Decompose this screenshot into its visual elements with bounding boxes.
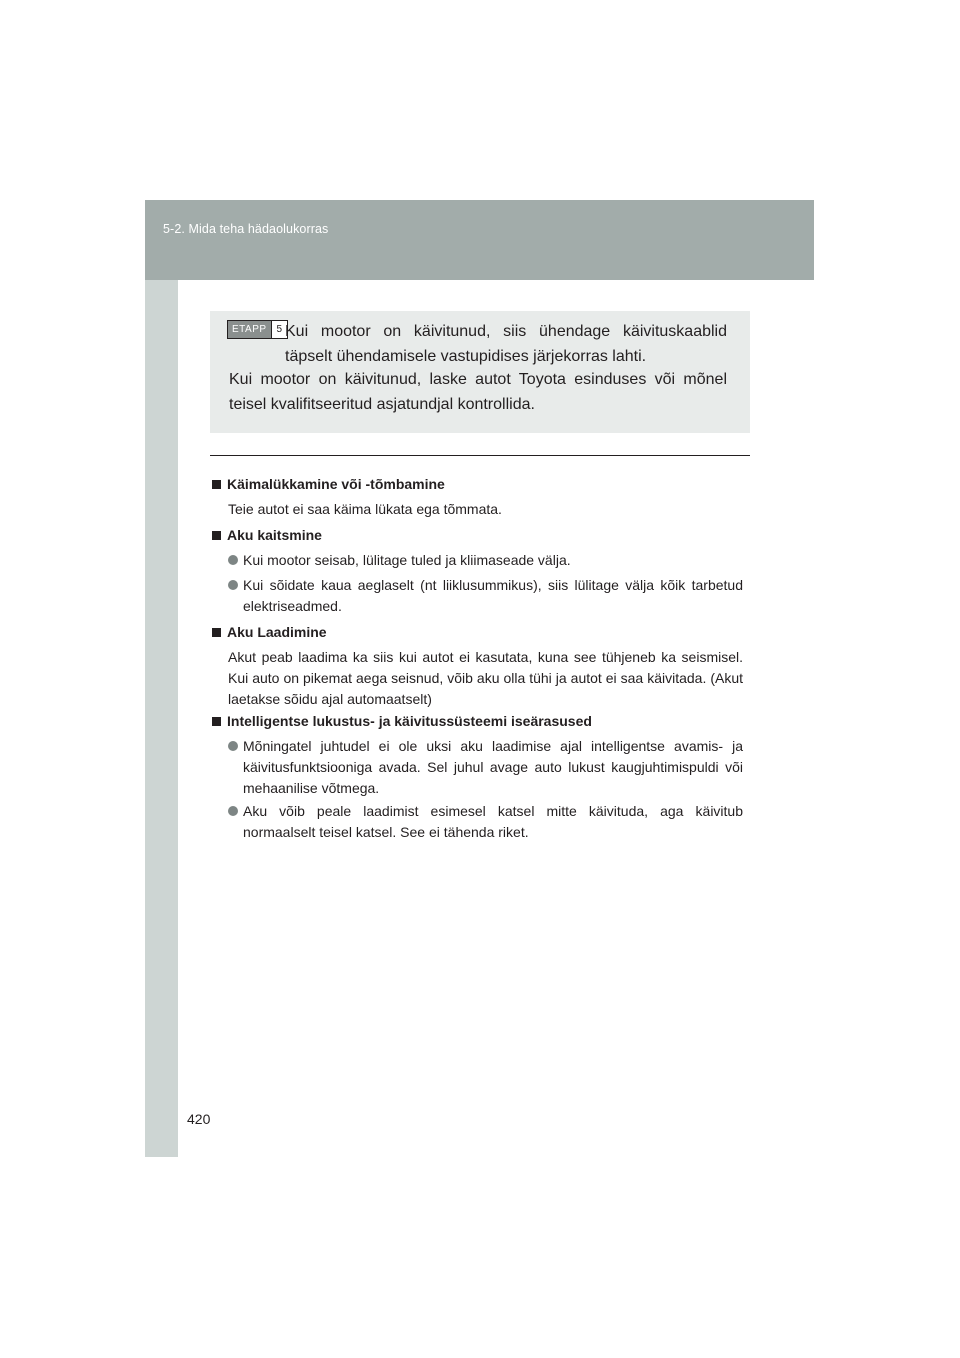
text-push-tow: Teie autot ei saa käima lükata ega tõmmata. xyxy=(228,501,502,517)
list-item: Aku võib peale laadimist esimesel katsel mitte käivituda, aga käivitub normaalselt teisel katsel. See ei tähenda riket. xyxy=(228,801,743,843)
divider xyxy=(210,455,750,456)
text-battery-charging: Akut peab laadima ka siis kui autot ei kasutata, kuna see tühjeneb ka seismisel. Kui auto on pikemat aega seisnud, võib aku olla tühi ja autot ei saa käivitada. (Akut laetakse sõidu ajal automaatselt) xyxy=(228,649,743,707)
section-title: 5-2. Mida teha hädaolukorras xyxy=(163,222,329,236)
round-bullet-icon xyxy=(228,555,238,565)
margin-strip xyxy=(145,200,178,1157)
round-bullet-icon xyxy=(228,580,238,590)
list-item: Kui sõidate kaua aeglaselt (nt liiklusummikus), siis lülitage välja kõik tarbetud elektriseadmed. xyxy=(228,575,743,617)
section-header-bar xyxy=(145,200,814,280)
step-badge xyxy=(227,320,288,339)
square-bullet-icon xyxy=(212,628,221,637)
square-bullet-icon xyxy=(212,480,221,489)
step-badge-number: 5 xyxy=(271,321,288,338)
square-bullet-icon xyxy=(212,717,221,726)
list-item: Mõningatel juhtudel ei ole uksi aku laadimise ajal intelligentse avamis- ja käivitusfunktsiooniga avada. Sel juhul avage auto lukust kaugjuhtimispuldi või mehaanilise võtmega. xyxy=(228,736,743,799)
heading-smart-system: Intelligentse lukustus- ja käivitussüsteemi iseärasused xyxy=(212,711,592,731)
step-instruction: Kui mootor on käivitunud, siis ühendage käivituskaablid täpselt ühendamisele vastupidises järjekorras lahti. xyxy=(285,323,727,365)
heading-battery-protection: Aku kaitsmine xyxy=(212,525,322,545)
square-bullet-icon xyxy=(212,531,221,540)
list-item: Kui mootor seisab, lülitage tuled ja kliimaseade välja. xyxy=(228,550,743,571)
page-number: 420 xyxy=(187,1111,211,1127)
round-bullet-icon xyxy=(228,741,238,751)
round-bullet-icon xyxy=(228,806,238,816)
step-note: Kui mootor on käivitunud, laske autot Toyota esinduses või mõnel teisel kvalifitseeritud asjatundjal kontrollida. xyxy=(229,371,727,413)
step-badge-label: ETAPP xyxy=(228,321,271,338)
heading-push-tow: Käimalükkamine või -tõmbamine xyxy=(212,474,445,494)
heading-battery-charging: Aku Laadimine xyxy=(212,622,327,642)
